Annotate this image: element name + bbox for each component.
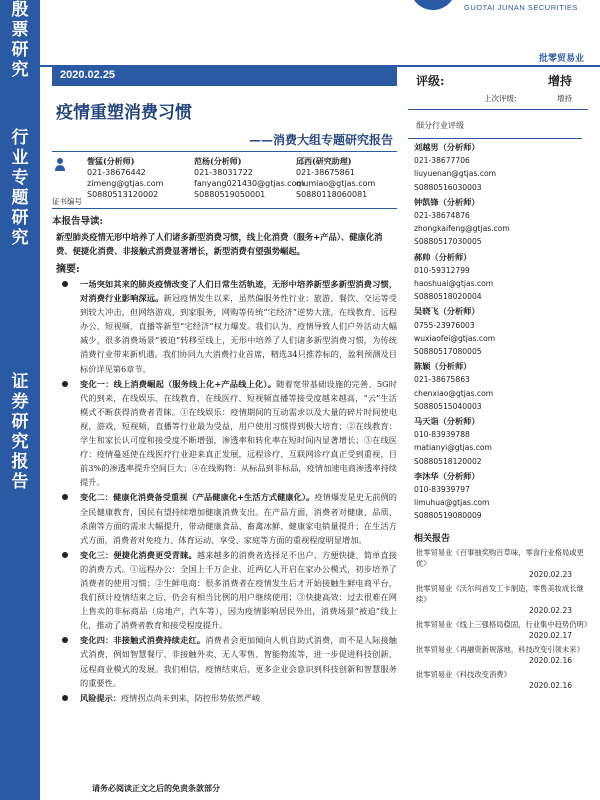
bullet-heading: 风险提示：: [80, 692, 121, 703]
abstract-bullet: [52, 691, 397, 705]
analyst-email[interactable]: haoshuai@gtjas.com: [414, 279, 494, 289]
analyst-cert: S0880513120002: [87, 190, 159, 199]
cert-label: 证书编号: [52, 197, 82, 206]
analyst-name: 钟凯锋（分析师）: [414, 196, 480, 207]
report-title: 疫情重塑消费习惯: [56, 103, 192, 123]
right-divider: [408, 138, 582, 139]
guide-title: 本报告导读:: [52, 216, 104, 227]
right-analyst: [408, 196, 588, 249]
analyst-phone: 021-38677706: [414, 156, 470, 166]
bullet-heading: 变化四：非接触式消费持续走红。: [80, 635, 206, 646]
analyst-email[interactable]: matianyi@gtjas.com: [414, 443, 492, 453]
related-report-item[interactable]: [408, 669, 588, 691]
analyst-cert: S0880519050001: [194, 190, 266, 199]
bullet-text: 疫情拐点尚未到来，防控形势依然严峻: [120, 692, 261, 703]
related-report-link[interactable]: 批零贸易业《沃尔玛首发工卡制造，零售美妆成长继续》: [416, 583, 584, 604]
abstract-bullet: [52, 490, 397, 546]
analyst-name: 邱西(研究助理): [296, 156, 352, 166]
rating-label: 评级:: [416, 74, 445, 88]
disclaimer-footer: 请务必阅读正文之后的免责条款部分: [92, 783, 220, 793]
report-date: 2020.02.25: [52, 66, 397, 86]
bullet-heading: 变化一：线上消费崛起（服务线上化+产品线上化）。: [80, 378, 277, 389]
related-report-item[interactable]: [408, 583, 588, 616]
person-icon: [54, 158, 66, 172]
bullet-dot-icon: [62, 281, 68, 287]
analyst-phone: 010-59312799: [414, 265, 470, 275]
analyst-name: 刘越男（分析师）: [414, 142, 480, 152]
right-analyst: [408, 470, 588, 523]
prev-rating-value: 增持: [557, 94, 572, 103]
bullet-heading: 变化二：健康化消费备受重视（产品健康化+生活方式健康化）。: [80, 492, 315, 503]
right-column: [408, 66, 592, 691]
abstract-bullets: [52, 277, 397, 705]
page-header: [40, 0, 600, 30]
industry-rating-label: 细分行业评级: [416, 121, 464, 130]
rating-box: [408, 66, 588, 110]
analyst-cert: S0880518120002: [414, 456, 482, 466]
analyst-name: 郝帅（分析师）: [414, 251, 472, 262]
analyst-email[interactable]: qiumiao@gtjas.com: [296, 179, 376, 188]
bullet-text: 随着宽带基础设施的完善、5G时代的到来，在线娱乐、在线教育、在线医疗、短视频直播等接受度越来越高，“云”生活模式不断获得消费者青睐。①在线娱乐：疫情期间的互动需求以及大量的碎片时间使电视，游戏，短视频，直播等行业最为受益，用户使用习惯得到极大培育；②在线教育：学生和家长认可度和接受度不断增强，渗透率和转化率在短时间内显著增长；③在线医疗：疫情蔓延使在线医疗行业迎来真正发展，远程诊疗、互联网诊疗真正受到重视，目前3%的渗透率提升空间巨大；④在线购物：从标品到非标品，疫情加速电商渗透率持续提升。: [80, 378, 397, 488]
analyst-phone: 021-38675861: [296, 168, 355, 177]
related-report-item[interactable]: [408, 547, 588, 580]
analyst-phone: 010-83939788: [414, 430, 470, 440]
analyst-cert: S0880118060081: [296, 190, 368, 199]
related-report-date: 2020.02.17: [529, 630, 572, 640]
related-report-link[interactable]: 批零贸易业《科技改变消费》: [416, 669, 511, 679]
analyst-email[interactable]: chenxiao@gtjas.com: [414, 388, 494, 398]
related-report-date: 2020.02.23: [529, 569, 572, 579]
company-logo-icon: [410, 0, 456, 10]
rating-value: 增持: [547, 74, 572, 88]
related-report-date: 2020.02.16: [529, 680, 572, 690]
analyst-cert: S0880516030003: [414, 182, 482, 192]
analyst-email[interactable]: zhongkaifeng@gtjas.com: [414, 224, 510, 234]
related-report-item[interactable]: [408, 644, 588, 666]
analyst-email[interactable]: fanyang021430@gtjas.com: [194, 179, 305, 188]
analyst-name: 訾猛(分析师): [87, 156, 135, 166]
bullet-dot-icon: [62, 381, 68, 387]
analyst-email[interactable]: liuyuenan@gtjas.com: [414, 169, 497, 179]
abstract-bullet: [52, 277, 397, 376]
main-content: [52, 66, 397, 706]
related-report-item[interactable]: [408, 619, 592, 641]
company-logo-text: GUOTAI JUNAN SECURITIES: [464, 3, 578, 12]
bullet-heading: 变化三：便捷化消费更受青睐。: [80, 549, 197, 560]
bullet-dot-icon: [62, 637, 68, 643]
related-reports-title: 相关报告: [414, 533, 451, 544]
analyst-cert: S0880518020004: [414, 292, 482, 302]
bullet-heading: 一场突如其来的肺炎疫情改变了人们日常生活轨迹，无形中培养新型多新型消费习惯，对消费行业影响深远。: [80, 279, 397, 304]
analyst-cert: S0880517030005: [414, 237, 482, 247]
abstract-bullet: [52, 377, 397, 490]
analyst-email[interactable]: wuxiaofei@gtjas.com: [414, 333, 496, 343]
analyst-name: 吴晓飞（分析师）: [414, 306, 480, 317]
analyst-email[interactable]: limuhua@gtjas.com: [414, 498, 490, 508]
report-subtitle: ——消费大组专题研究报告: [248, 133, 393, 147]
right-analyst: [408, 305, 588, 358]
right-analyst: [408, 251, 588, 304]
prev-rating-label: 上次评级:: [484, 94, 517, 103]
analyst-phone: 010-83939797: [414, 485, 470, 495]
analyst-phone: 021-38674876: [414, 211, 470, 221]
analyst-email[interactable]: zimeng@gtjas.com: [87, 179, 164, 188]
analyst-card: [87, 156, 182, 200]
left-sidebar-strip: [0, 0, 40, 800]
right-analyst: [408, 415, 588, 468]
analyst-phone: 021-38675863: [414, 375, 470, 385]
abstract-title: 摘要:: [56, 264, 80, 275]
right-analyst: [408, 141, 588, 194]
analyst-card: [194, 156, 305, 200]
abstract-bullet: [52, 633, 397, 689]
analyst-phone: 021-38676442: [87, 168, 146, 177]
bullet-dot-icon: [62, 552, 68, 558]
subtitle-divider: [52, 151, 397, 152]
bullet-text: 疫情爆发是史无前例的全民健康教育，国民有望持续增加健康消费支出。在产品方面，消费者对健康、品质、杀菌等方面的需求大幅提升，带动健康食品、畜禽冰鲜、健康家电销量提升；在生活方式方面，消费者对免疫力、体育运动、享受、家庭等方面的重视程度明显增加。: [80, 492, 397, 545]
analyst-name: 李沐华（分析师）: [414, 470, 480, 481]
analyst-cert: S0880519080009: [414, 511, 482, 521]
bullet-text: 消费者会更加倾向人机自助式消费，而不是人际接触式消费，例如智慧餐厅、非接触外卖、无人零售、智能物流等，进一步促进科技创新、远程商业模式的发展。我们相信，疫情结束后，更多企业会意识到科技创新和智慧服务的重要性。: [80, 635, 397, 688]
related-report-link[interactable]: 批零贸易业《百事抽奖购百草味，零食行业格局或更优》: [416, 547, 584, 568]
sidebar-report-category: 行业专题研究: [11, 128, 29, 248]
analyst-block: [52, 156, 397, 208]
sidebar-top-text: 殷票研究: [11, 0, 29, 80]
analyst-name: 范杨(分析师): [194, 156, 242, 166]
department-label: 批零贸易业: [538, 54, 584, 64]
related-report-date: 2020.02.23: [529, 605, 572, 615]
bullet-text: 越来越多的消费者选择足不出户、方便快捷、简单直接的消费方式。①远程办公：全国上千万企业、近两亿人开启在家办公模式，初步培养了消费者的使用习惯；②生鲜电商：很多消费者在疫情发生后才开始接触生鲜电商平台，我们预计疫情结束之后，仍会有相当比例的用户继续使用；③快捷高效：过去很难在网上售卖的非标商品（房地产，汽车等），因为疫情影响居民外出，消费场景“被迫”线上化，推动了消费者教育和接受程度提升。: [80, 549, 397, 631]
bullet-dot-icon: [62, 494, 68, 500]
analyst-divider: [52, 208, 397, 209]
analyst-cert: S0880517080005: [414, 347, 482, 357]
analyst-card: [296, 156, 391, 200]
bullet-dot-icon: [62, 695, 68, 701]
analyst-phone: 021-38031722: [194, 168, 253, 177]
related-report-link[interactable]: 批零贸易业《线上三强格局稳固，行业集中趋势仍明》: [416, 619, 592, 629]
abstract-bullet: [52, 548, 397, 633]
analyst-cert: S0880515040003: [414, 401, 482, 411]
related-report-link[interactable]: 批零贸易业《再融资新规落地，科技改变引领未来》: [416, 644, 584, 654]
analyst-name: 马天诣（分析师）: [414, 416, 480, 427]
right-analyst: [408, 360, 588, 413]
analyst-name: 陈颖（分析师）: [414, 361, 472, 372]
related-report-date: 2020.02.16: [529, 655, 572, 665]
bullet-text: 新冠疫情发生以来，虽然偏服务性行业：旅游、餐饮、交运等受到较大冲击，但网络游戏，到家服务，网购等传统“宅经济”逆势大涨，在线教育、远程办公、短视频、直播等新型“宅经济”权力爆发。我们认为，疫情导致人们户外活动大幅减少，很多消费场景“被迫”转移至线上，无形中培养了人们诸多新型消费习惯，为传统消费行业带来新机遇。我们协同九大消费行业首席，精选34只推荐标的，盈利预测及目标价详见第6章节。: [80, 293, 397, 374]
guide-text: 新型肺炎疫情无形中培养了人们诸多新型消费习惯，线上化消费（服务+产品）、健康化消费、便捷化消费、非接触式消费显著增长，新型消费有望强势崛起。: [56, 232, 383, 256]
analyst-phone: 0755-23976003: [414, 320, 475, 330]
sidebar-report-type: 证券研究报告: [11, 372, 29, 492]
